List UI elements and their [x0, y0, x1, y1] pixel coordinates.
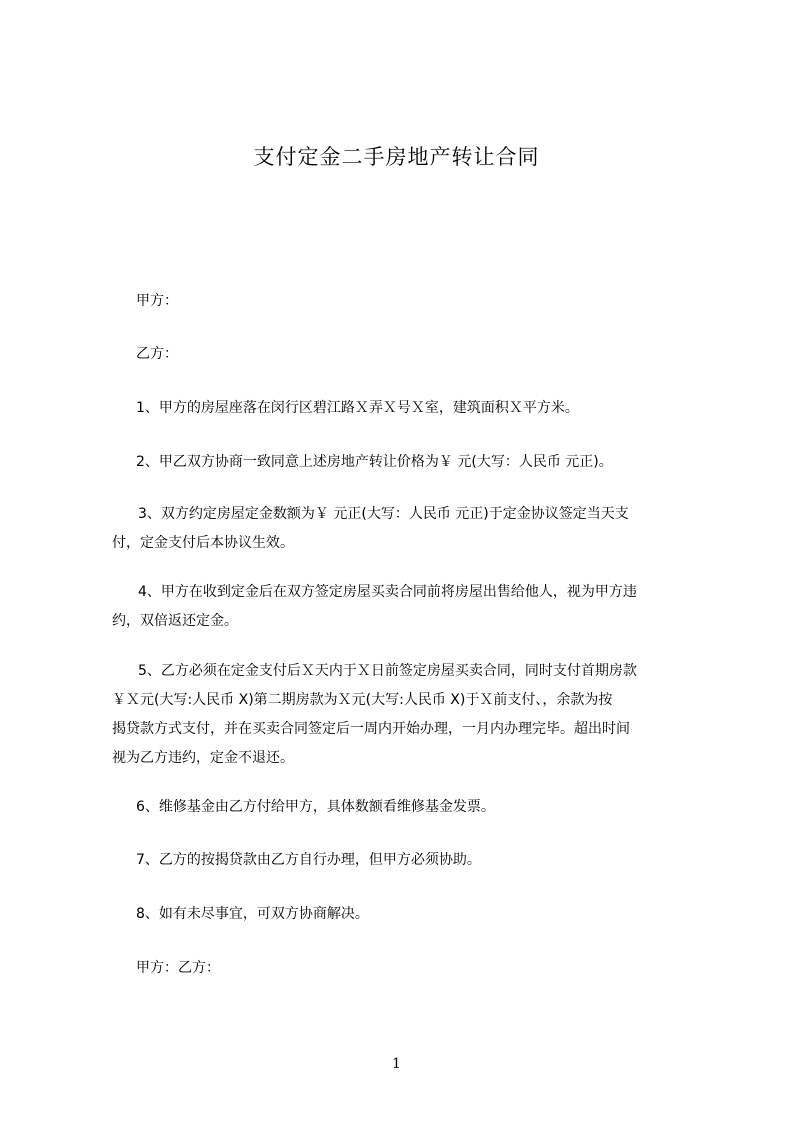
party-a-text: 甲方： — [136, 293, 178, 309]
clause-5 — [112, 657, 712, 773]
page-number: 1 — [392, 1056, 401, 1072]
clause-line: 3、双方约定房屋定金数额为￥ 元正(大写：人民币 元正)于定金协议签定当天支 — [138, 506, 629, 522]
party-b-label — [112, 340, 712, 369]
clause-line: 1、甲方的房屋座落在闵行区碧江路Ｘ弄Ｘ号Ｘ室，建筑面积Ｘ平方米。 — [136, 400, 579, 416]
clause-line: 约，双倍返还定金。 — [112, 613, 238, 629]
clause-6 — [112, 793, 712, 822]
clause-line: 付，定金支付后本协议生效。 — [112, 535, 294, 551]
clause-2 — [112, 448, 712, 477]
clause-line: 5、乙方必须在定金支付后Ｘ天内于Ｘ日前签定房屋买卖合同，同时支付首期房款 — [138, 663, 637, 679]
clause-7 — [112, 846, 712, 875]
clause-line: 视为乙方违约，定金不退还。 — [112, 750, 294, 766]
clause-line: 4、甲方在收到定金后在双方签定房屋买卖合同前将房屋出售给他人，视为甲方违 — [138, 584, 637, 600]
clause-line: 揭贷款方式支付，并在买卖合同签定后一周内开始办理，一月内办理完毕。超出时间 — [112, 721, 630, 737]
clause-line: ￥Ｘ元(大写:人民币 X)第二期房款为Ｘ元(大写:人民币 X)于Ｘ前支付、，余款为按 — [112, 692, 613, 708]
party-b-text: 乙方： — [136, 346, 178, 362]
clause-line: 8、如有未尽事宜，可双方协商解决。 — [136, 906, 369, 922]
clause-3 — [112, 500, 712, 558]
clause-4 — [112, 578, 712, 636]
party-a-label — [112, 287, 712, 316]
clause-line: 2、甲乙双方协商一致同意上述房地产转让价格为￥ 元(大写：人民币 元正)。 — [136, 454, 613, 470]
document-title: 支付定金二手房地产转让合同 — [253, 145, 540, 169]
clause-line: 7、乙方的按揭贷款由乙方自行办理，但甲方必须协助。 — [136, 852, 481, 868]
clause-line: 6、维修基金由乙方付给甲方，具体数额看维修基金发票。 — [136, 799, 495, 815]
signature-text: 甲方：乙方： — [136, 960, 220, 976]
signature-line — [112, 954, 712, 983]
clause-8 — [112, 900, 712, 929]
clause-1 — [112, 394, 712, 423]
